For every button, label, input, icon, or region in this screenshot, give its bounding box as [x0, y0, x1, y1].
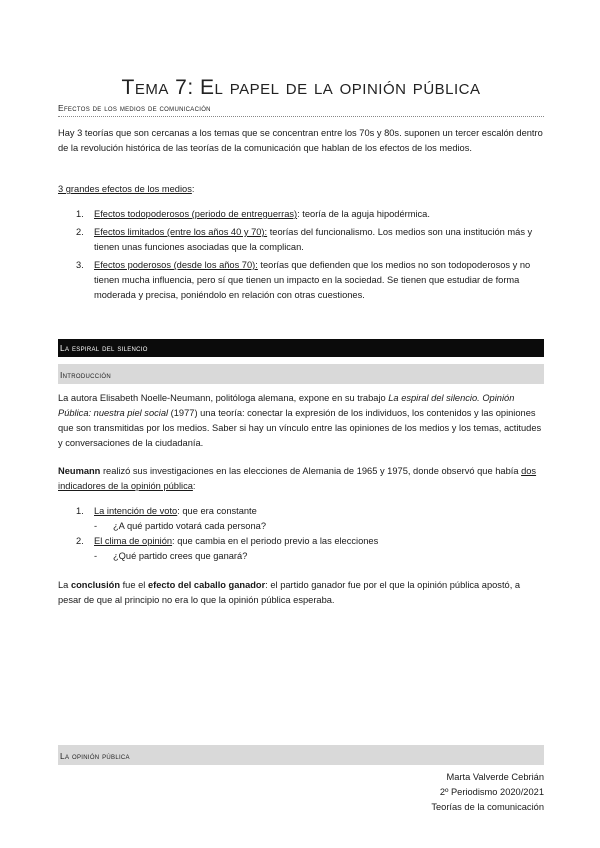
- sub-item-text: ¿Qué partido crees que ganará?: [113, 551, 248, 561]
- list-item: [58, 225, 544, 255]
- list-number: 2.: [76, 536, 84, 546]
- list-number: 3.: [76, 260, 84, 270]
- subsection-heading-intro: Introducción: [58, 364, 544, 384]
- section-heading-public-opinion: La opinión pública: [58, 745, 544, 765]
- neumann-indicators: dos indicadores de la opinión pública: [58, 466, 537, 491]
- intro-text-b: (1977) una teoría: conectar la expresión de los individuos, los contenidos y las opiniones que son transmitidas por los medios. Saber si hay un vínculo entre las opiniones de los medios y los temas, actitudes y conversaciones de la ciudadanía.: [58, 408, 542, 448]
- footer-course: 2º Periodismo 2020/2021: [439, 787, 544, 797]
- list-item-text: teorías del funcionalismo. Los medios son una institución más y tienen unas funciones asociadas que la complican.: [94, 227, 533, 252]
- footer-subject: Teorías de la comunicación: [431, 802, 544, 812]
- list-item-text: teorías que defienden que los medios no son todopoderosos y no tienen mucha influencia, pero sí que tienen un impacto en la sociedad. Se tienen que estudiar de forma moderada y precisa, poniéndolo en relación con otras cuestiones.: [94, 260, 531, 300]
- effects-subtitle: [58, 182, 544, 197]
- effects-subtitle-text: 3 grandes efectos de los medios: [58, 184, 192, 194]
- sub-item-text: ¿A qué partido votará cada persona?: [113, 521, 266, 531]
- list-item: [58, 504, 544, 519]
- intro-text-a: La autora Elisabeth Noelle-Neumann, politóloga alemana, expone en su trabajo: [58, 393, 389, 403]
- list-number: 1.: [76, 506, 84, 516]
- section-heading-effects: Efectos de los medios de comunicación: [58, 103, 544, 117]
- list-item-label: La intención de voto: [94, 506, 178, 516]
- list-item-label: El clima de opinión: [94, 536, 173, 546]
- effects-paragraph: Hay 3 teorías que son cercanas a los temas que se concentran entre los 70s y 80s. suponen un tercer escalón dentro de la revolución histórica de las teorías de la comunicación que hablan de los efectos de los medios.: [58, 128, 543, 153]
- neumann-text-a: realizó sus investigaciones en las elecciones de Alemania de 1965 y 1975, donde observó que había: [100, 466, 522, 476]
- list-item-label: Efectos todopoderosos (periodo de entreguerras): [94, 209, 298, 219]
- book-title: La espiral del silencio. Opinión Pública: nuestra piel social: [58, 393, 515, 418]
- section-heading-spiral: La espiral del silencio: [58, 339, 544, 357]
- conclusion-bold: conclusión: [70, 580, 121, 590]
- page-footer: [431, 770, 544, 815]
- list-item-label: Efectos poderosos (desde los años 70):: [94, 260, 258, 270]
- indicators-list: [58, 504, 544, 564]
- list-item-text: : que cambia en el periodo previo a las elecciones: [172, 536, 379, 546]
- conclusion-text-c: fue el: [120, 580, 148, 590]
- neumann-text-b: :: [192, 481, 196, 491]
- list-item: [58, 207, 544, 222]
- effects-subtitle-colon: :: [191, 184, 195, 194]
- page-title: Tema 7: El papel de la opinión pública: [121, 76, 481, 100]
- sub-list-item: [58, 519, 544, 534]
- list-item: [58, 534, 544, 549]
- conclusion-effect: efecto del caballo ganador: [147, 580, 266, 590]
- list-item-text: : teoría de la aguja hipodérmica.: [297, 209, 430, 219]
- list-number: 1.: [76, 209, 84, 219]
- footer-author: Marta Valverde Cebrián: [446, 772, 544, 782]
- dash-bullet: -: [94, 521, 98, 531]
- list-item-label: Efectos limitados (entre los años 40 y 70):: [94, 227, 268, 237]
- neumann-paragraph: [58, 464, 544, 494]
- effects-list: [58, 207, 544, 306]
- conclusion-paragraph: [58, 578, 544, 608]
- dash-bullet: -: [94, 551, 98, 561]
- list-item: [58, 258, 544, 303]
- intro-paragraph: [58, 391, 544, 451]
- conclusion-text-a: La: [58, 580, 71, 590]
- list-number: 2.: [76, 227, 84, 237]
- conclusion-text-d: : el partido ganador fue por el que la opinión pública apostó, a pesar de que al principio no era lo que la opinión pública esperaba.: [58, 580, 521, 605]
- sub-list-item: [58, 549, 544, 564]
- neumann-name: Neumann: [58, 466, 101, 476]
- list-item-text: : que era constante: [177, 506, 257, 516]
